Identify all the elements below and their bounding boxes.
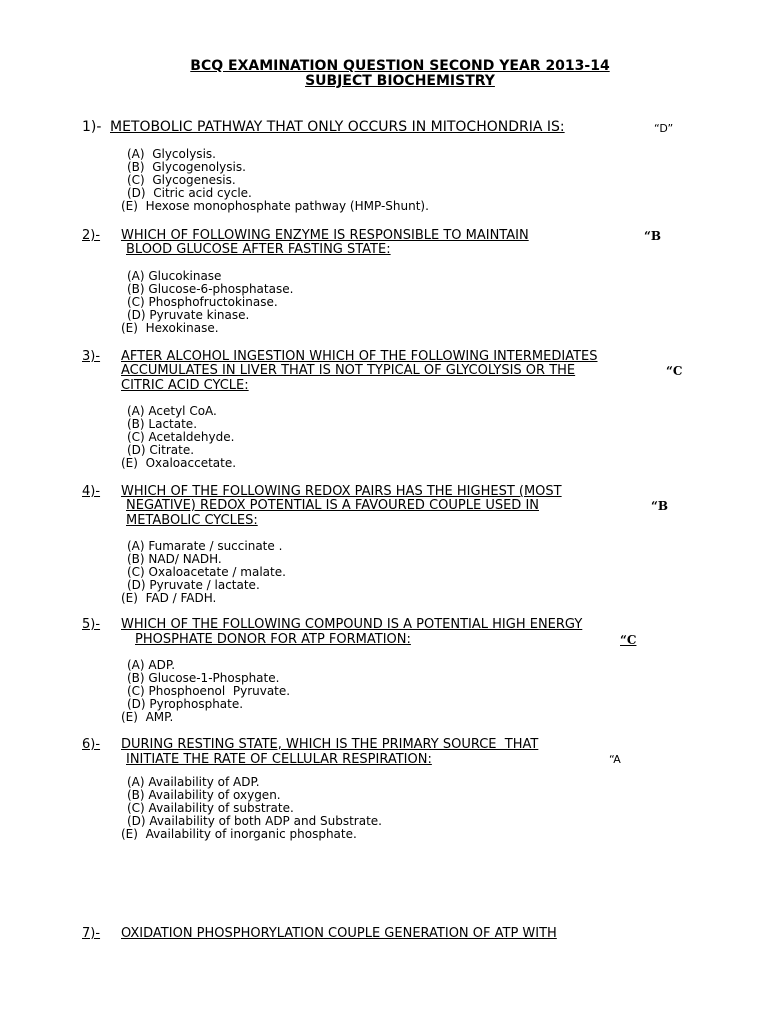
question-5-text-line-2: PHOSPHATE DONOR FOR ATP FORMATION: bbox=[135, 632, 411, 647]
question-3-option-b: (B) Lactate. bbox=[127, 417, 198, 431]
question-3-text-line-1: AFTER ALCOHOL INGESTION WHICH OF THE FOLLOWING INTERMEDIATES bbox=[121, 349, 598, 364]
question-1-option-e: (E) Hexose monophosphate pathway (HMP-Shunt). bbox=[121, 199, 429, 213]
question-3-option-e: (E) Oxaloaccetate. bbox=[121, 456, 237, 470]
question-2-option-a: (A) Glucokinase bbox=[127, 269, 222, 283]
question-2-text-line-2: BLOOD GLUCOSE AFTER FASTING STATE: bbox=[126, 242, 391, 257]
question-2-option-e: (E) Hexokinase. bbox=[121, 321, 219, 335]
question-2-option-c: (C) Phosphofructokinase. bbox=[127, 295, 278, 309]
question-6-option-a: (A) Availability of ADP. bbox=[127, 775, 260, 789]
question-5-text-line-1: WHICH OF THE FOLLOWING COMPOUND IS A POTENTIAL HIGH ENERGY bbox=[121, 617, 583, 632]
question-2-number: 2)- bbox=[82, 228, 101, 243]
question-4-option-c: (C) Oxaloacetate / malate. bbox=[127, 565, 286, 579]
question-6-option-e: (E) Availability of inorganic phosphate. bbox=[121, 827, 357, 841]
question-4-number: 4)- bbox=[82, 484, 101, 499]
question-3-text-line-3: CITRIC ACID CYCLE: bbox=[121, 378, 249, 393]
question-6-text-line-2: INITIATE THE RATE OF CELLULAR RESPIRATION: bbox=[126, 752, 432, 767]
question-4-option-a: (A) Fumarate / succinate . bbox=[127, 539, 283, 553]
question-7-number: 7)- bbox=[82, 926, 101, 941]
question-4-answer: “B bbox=[651, 499, 669, 513]
question-1-option-d: (D) Citric acid cycle. bbox=[127, 186, 252, 200]
question-4-text-line-2: NEGATIVE) REDOX POTENTIAL IS A FAVOURED COUPLE USED IN bbox=[126, 498, 539, 513]
question-3-option-a: (A) Acetyl CoA. bbox=[127, 404, 217, 418]
question-4-option-d: (D) Pyruvate / lactate. bbox=[127, 578, 260, 592]
question-5-number: 5)- bbox=[82, 617, 101, 632]
question-6-option-b: (B) Availability of oxygen. bbox=[127, 788, 281, 802]
question-6-option-c: (C) Availability of substrate. bbox=[127, 801, 294, 815]
question-4-text-line-3: METABOLIC CYCLES: bbox=[126, 513, 258, 528]
question-2-option-b: (B) Glucose-6-phosphatase. bbox=[127, 282, 294, 296]
question-3-number: 3)- bbox=[82, 349, 101, 364]
exam-title: BCQ EXAMINATION QUESTION SECOND YEAR 2013-14 bbox=[190, 58, 610, 74]
question-5-option-b: (B) Glucose-1-Phosphate. bbox=[127, 671, 280, 685]
question-1-option-a: (A) Glycolysis. bbox=[127, 147, 216, 161]
question-1-option-c: (C) Glycogenesis. bbox=[127, 173, 236, 187]
question-3-option-c: (C) Acetaldehyde. bbox=[127, 430, 235, 444]
question-5-option-e: (E) AMP. bbox=[121, 710, 174, 724]
question-4-text-line-1: WHICH OF THE FOLLOWING REDOX PAIRS HAS THE HIGHEST (MOST bbox=[121, 484, 562, 499]
question-6-option-d: (D) Availability of both ADP and Substrate. bbox=[127, 814, 382, 828]
exam-subject: SUBJECT BIOCHEMISTRY bbox=[305, 73, 495, 89]
question-3-option-d: (D) Citrate. bbox=[127, 443, 195, 457]
question-5-option-d: (D) Pyrophosphate. bbox=[127, 697, 244, 711]
question-1-option-b: (B) Glycogenolysis. bbox=[127, 160, 246, 174]
question-1-text: METOBOLIC PATHWAY THAT ONLY OCCURS IN MITOCHONDRIA IS: bbox=[110, 119, 565, 135]
question-6-text-line-1: DURING RESTING STATE, WHICH IS THE PRIMARY SOURCE THAT bbox=[121, 737, 539, 752]
question-3-answer: “C bbox=[666, 364, 683, 378]
question-5-answer: “C bbox=[620, 633, 637, 647]
question-1-answer: “D” bbox=[654, 122, 674, 135]
question-2-answer: “B bbox=[644, 229, 662, 243]
question-1-number: 1)- bbox=[82, 119, 102, 135]
question-5-option-a: (A) ADP. bbox=[127, 658, 176, 672]
question-6-number: 6)- bbox=[82, 737, 101, 752]
question-2-text-line-1: WHICH OF FOLLOWING ENZYME IS RESPONSIBLE TO MAINTAIN bbox=[121, 228, 529, 243]
question-4-option-e: (E) FAD / FADH. bbox=[121, 591, 217, 605]
question-6-answer: “A bbox=[609, 753, 621, 766]
question-3-text-line-2: ACCUMULATES IN LIVER THAT IS NOT TYPICAL OF GLYCOLYSIS OR THE bbox=[121, 363, 576, 378]
question-4-option-b: (B) NAD/ NADH. bbox=[127, 552, 222, 566]
question-5-option-c: (C) Phosphoenol Pyruvate. bbox=[127, 684, 291, 698]
question-2-option-d: (D) Pyruvate kinase. bbox=[127, 308, 250, 322]
question-7-text-line-1: OXIDATION PHOSPHORYLATION COUPLE GENERATION OF ATP WITH bbox=[121, 926, 557, 941]
